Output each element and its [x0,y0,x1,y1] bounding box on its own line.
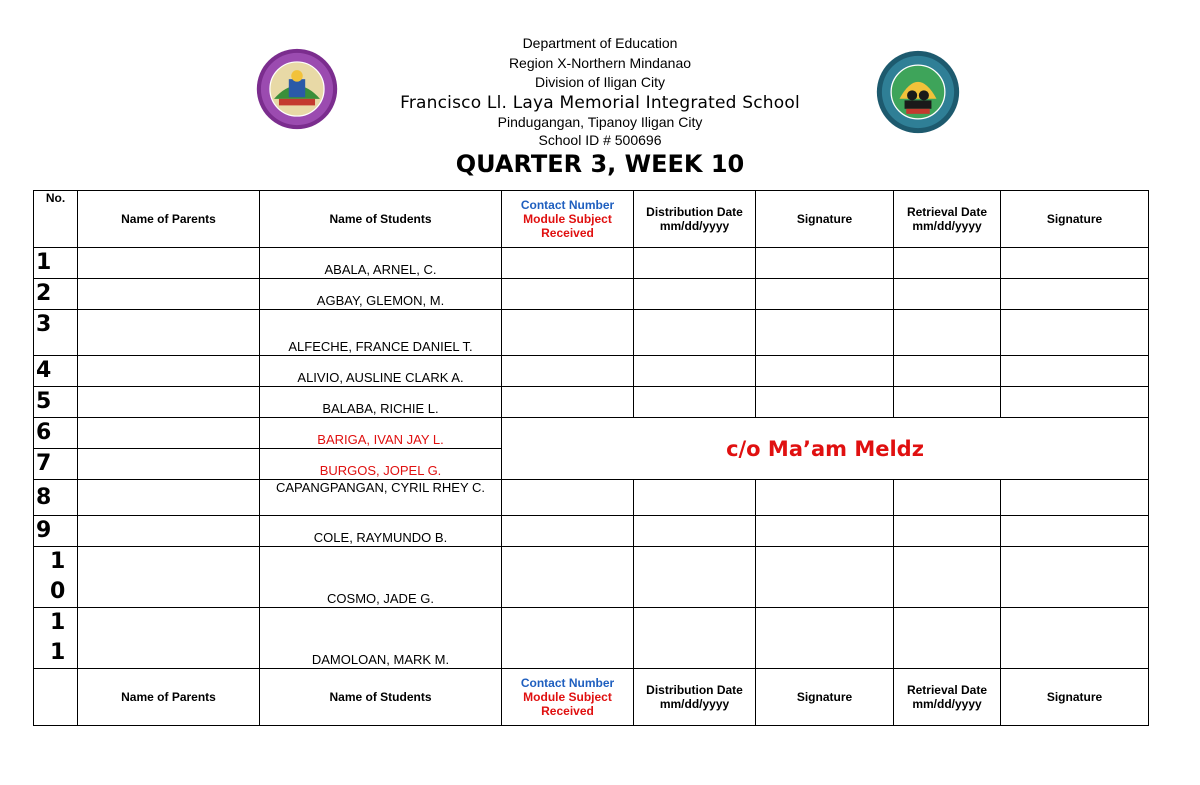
footer-retrieval-format: mm/dd/yyyy [912,697,982,711]
signature-2-cell[interactable] [1001,248,1149,279]
contact-cell[interactable] [502,356,634,387]
footer-contact-label: Contact Number [520,676,615,690]
parent-cell[interactable] [78,248,260,279]
row-number: 7 [34,449,78,480]
retrieval-cell[interactable] [894,279,1001,310]
contact-cell[interactable] [502,387,634,418]
document-header [0,0,1200,185]
contact-cell[interactable] [502,310,634,356]
distribution-table [33,190,1149,726]
parent-cell[interactable] [78,449,260,480]
distribution-cell[interactable] [634,608,756,669]
footer-row [34,669,1149,726]
signature-2-cell[interactable] [1001,387,1149,418]
parent-cell[interactable] [78,516,260,547]
table-row [34,356,1149,387]
retrieval-format: mm/dd/yyyy [912,219,982,233]
row-number: 3 [34,310,78,356]
parent-cell[interactable] [78,356,260,387]
retrieval-cell[interactable] [894,356,1001,387]
retrieval-cell[interactable] [894,248,1001,279]
signature-cell[interactable] [756,248,894,279]
signature-2-cell[interactable] [1001,608,1149,669]
signature-2-cell[interactable] [1001,356,1149,387]
region-line: Region X-Northern Mindanao [508,55,692,71]
student-cell: BARIGA, IVAN JAY L. [260,418,502,449]
student-cell: BURGOS, JOPEL G. [260,449,502,480]
signature-cell[interactable] [756,387,894,418]
footer-module-label: Module Subject Received [523,690,612,718]
footer-distribution-label: Distribution Date [646,683,743,697]
signature-2-cell[interactable] [1001,516,1149,547]
school-address: Pindugangan, Tipanoy Iligan City [497,114,703,130]
signature-cell[interactable] [756,356,894,387]
table-row [34,387,1149,418]
retrieval-cell[interactable] [894,516,1001,547]
col-parents: Name of Parents [78,191,260,248]
contact-cell[interactable] [502,516,634,547]
table-row [34,310,1149,356]
row-number: 10 [34,547,78,608]
table-row [34,516,1149,547]
retrieval-cell[interactable] [894,387,1001,418]
col-signature: Signature [756,191,894,248]
student-cell: ALFECHE, FRANCE DANIEL T. [260,310,502,356]
signature-cell[interactable] [756,310,894,356]
footer-col-parents: Name of Parents [78,669,260,726]
signature-2-cell[interactable] [1001,279,1149,310]
parent-cell[interactable] [78,387,260,418]
row-number: 1 [34,248,78,279]
footer-retrieval-label: Retrieval Date [906,683,988,697]
parent-cell[interactable] [78,608,260,669]
signature-cell[interactable] [756,279,894,310]
distribution-cell[interactable] [634,547,756,608]
student-cell: ALIVIO, AUSLINE CLARK A. [260,356,502,387]
distribution-cell[interactable] [634,248,756,279]
parent-cell[interactable] [78,480,260,516]
retrieval-cell[interactable] [894,310,1001,356]
row-number: 9 [34,516,78,547]
student-cell: COLE, RAYMUNDO B. [260,516,502,547]
contact-cell[interactable] [502,248,634,279]
row-number: 2 [34,279,78,310]
col-retrieval [894,191,1001,248]
distribution-cell[interactable] [634,516,756,547]
school-id: School ID # 500696 [538,132,662,148]
distribution-cell[interactable] [634,279,756,310]
table-row [34,608,1149,669]
row-number: 4 [34,356,78,387]
department-line: Department of Education [522,35,678,51]
col-distribution [634,191,756,248]
footer-col-signature-2: Signature [1001,669,1149,726]
footer-no-cell [34,669,78,726]
row-number: 11 [34,608,78,669]
contact-cell[interactable] [502,608,634,669]
footer-col-distribution [634,669,756,726]
col-signature-2: Signature [1001,191,1149,248]
signature-2-cell[interactable] [1001,480,1149,516]
parent-cell[interactable] [78,279,260,310]
distribution-cell[interactable] [634,310,756,356]
table-row [34,248,1149,279]
footer-col-retrieval [894,669,1001,726]
contact-label: Contact Number [520,198,615,212]
contact-cell[interactable] [502,480,634,516]
distribution-cell[interactable] [634,387,756,418]
student-cell: BALABA, RICHIE L. [260,387,502,418]
signature-2-cell[interactable] [1001,310,1149,356]
footer-distribution-format: mm/dd/yyyy [659,697,730,711]
retrieval-label: Retrieval Date [906,205,988,219]
page-title: QUARTER 3, WEEK 10 [455,150,745,178]
table-row [34,480,1149,516]
table-row [34,418,1149,449]
distribution-cell[interactable] [634,480,756,516]
col-no: No. [34,191,78,248]
row-number: 5 [34,387,78,418]
module-label: Module Subject Received [523,212,612,240]
parent-cell[interactable] [78,310,260,356]
table-row [34,547,1149,608]
footer-col-signature: Signature [756,669,894,726]
student-cell: DAMOLOAN, MARK M. [260,608,502,669]
retrieval-cell[interactable] [894,480,1001,516]
care-of-note: c/o Ma’am Meldz [502,418,1149,480]
signature-cell[interactable] [756,547,894,608]
distribution-format: mm/dd/yyyy [659,219,730,233]
footer-col-students: Name of Students [260,669,502,726]
student-cell: COSMO, JADE G. [260,547,502,608]
division-line: Division of Iligan City [535,74,665,90]
distribution-cell[interactable] [634,356,756,387]
header-row [34,191,1149,248]
distribution-label: Distribution Date [646,205,743,219]
contact-cell[interactable] [502,279,634,310]
footer-col-contact-module [502,669,634,726]
student-cell: CAPANGPANGAN, CYRIL RHEY C. [260,480,502,516]
table-row [34,279,1149,310]
student-cell: AGBAY, GLEMON, M. [260,279,502,310]
signature-2-cell[interactable] [1001,547,1149,608]
retrieval-cell[interactable] [894,547,1001,608]
contact-cell[interactable] [502,547,634,608]
col-students: Name of Students [260,191,502,248]
parent-cell[interactable] [78,547,260,608]
school-name: Francisco Ll. Laya Memorial Integrated School [400,93,800,113]
signature-cell[interactable] [756,516,894,547]
parent-cell[interactable] [78,418,260,449]
student-cell: ABALA, ARNEL, C. [260,248,502,279]
col-contact-module [502,191,634,248]
signature-cell[interactable] [756,608,894,669]
row-number: 6 [34,418,78,449]
signature-cell[interactable] [756,480,894,516]
row-number: 8 [34,480,78,516]
retrieval-cell[interactable] [894,608,1001,669]
